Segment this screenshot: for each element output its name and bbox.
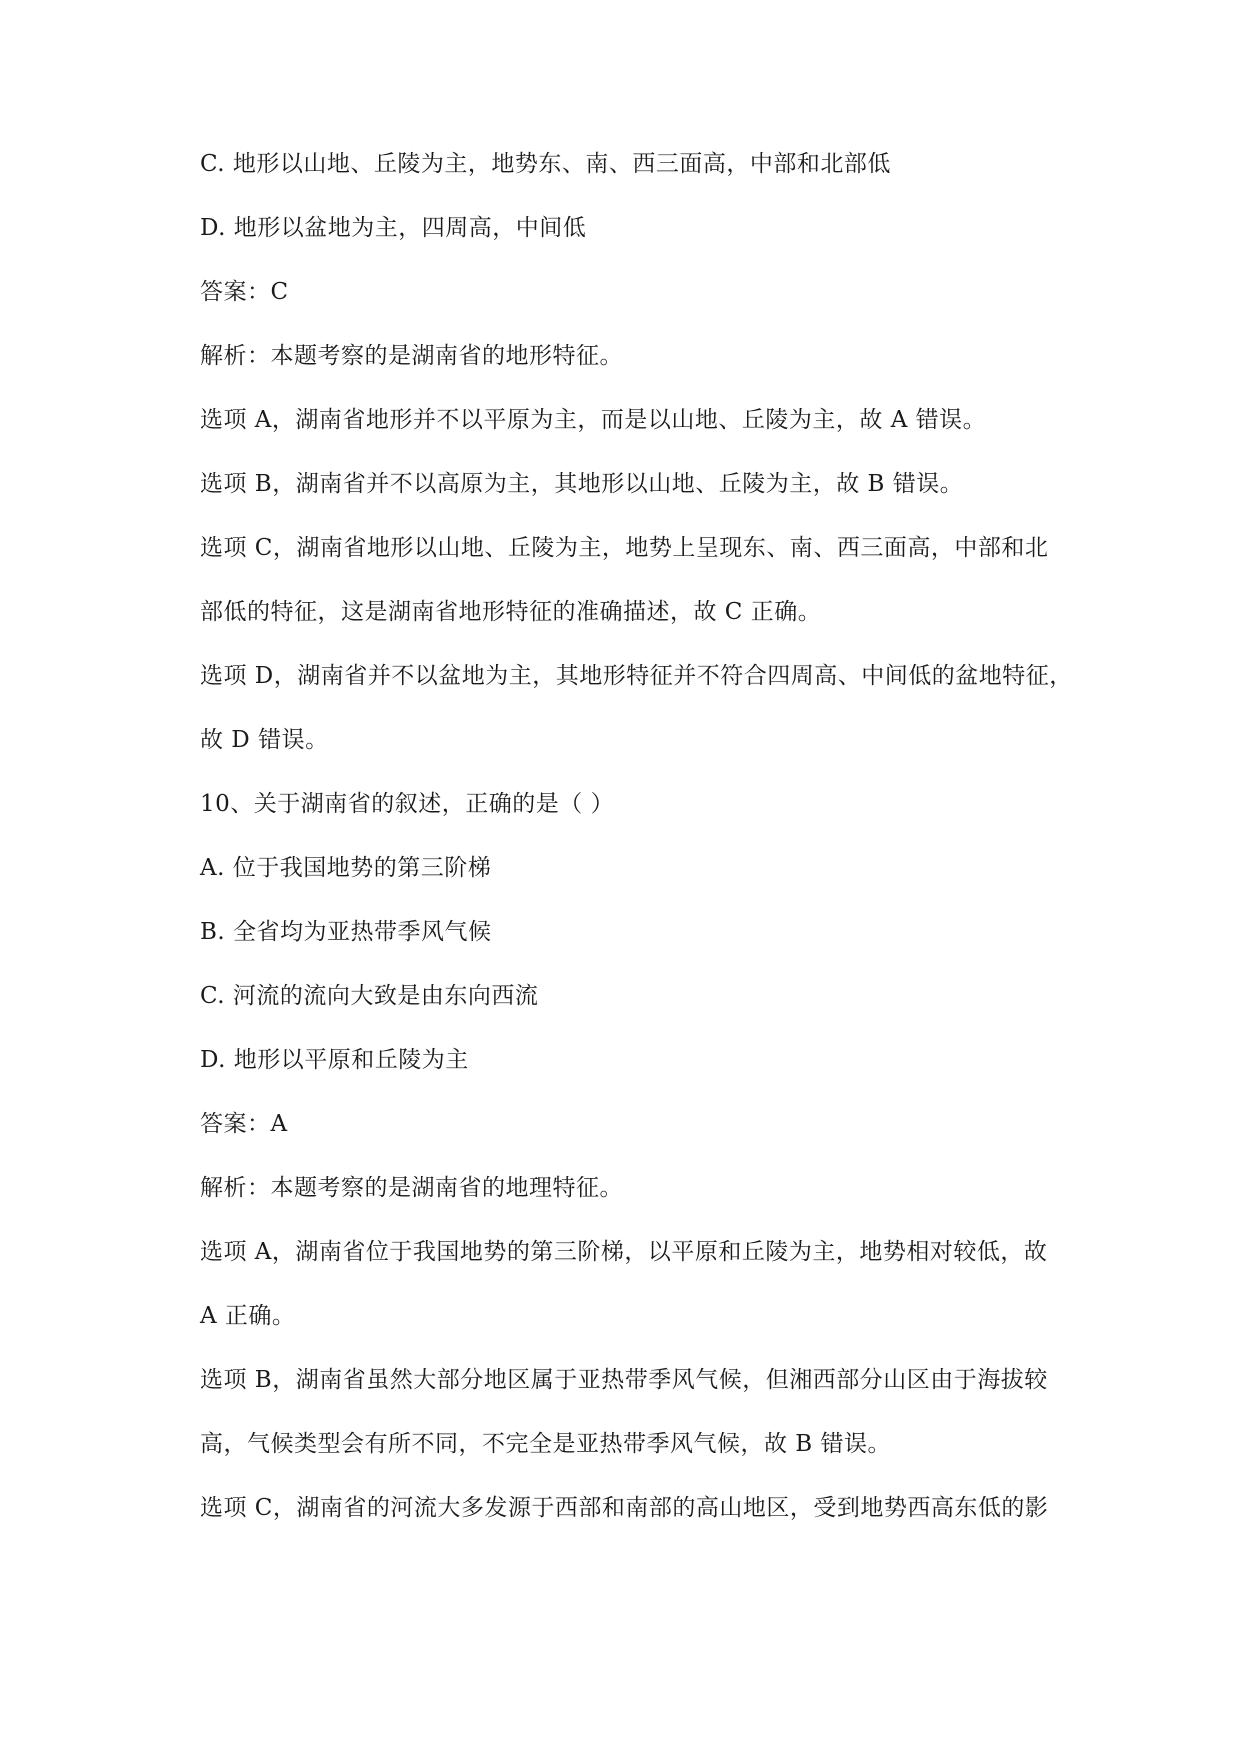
analysis-c-prev-line2: 部低的特征，这是湖南省地形特征的准确描述，故 C 正确。 bbox=[200, 599, 822, 625]
option-c-prev: C. 地形以山地、丘陵为主，地势东、南、西三面高，中部和北部低 bbox=[200, 151, 891, 177]
question-10: 10、关于湖南省的叙述，正确的是（ ） bbox=[200, 791, 615, 817]
q10-option-a: A. 位于我国地势的第三阶梯 bbox=[200, 855, 492, 881]
q10-answer: 答案：A bbox=[200, 1111, 288, 1137]
document-page bbox=[200, 148, 1100, 1524]
analysis-d-prev-line1: 选项 D，湖南省并不以盆地为主，其地形特征并不符合四周高、中间低的盆地特征， bbox=[200, 663, 1073, 689]
answer-prev: 答案：C bbox=[200, 279, 289, 305]
analysis-b-prev: 选项 B，湖南省并不以高原为主，其地形以山地、丘陵为主，故 B 错误。 bbox=[200, 471, 964, 497]
q10-option-d: D. 地形以平原和丘陵为主 bbox=[200, 1047, 469, 1073]
analysis-d-prev-line2: 故 D 错误。 bbox=[200, 727, 329, 753]
analysis-c-prev-line1: 选项 C，湖南省地形以山地、丘陵为主，地势上呈现东、南、西三面高，中部和北 bbox=[200, 535, 1049, 561]
option-d-prev: D. 地形以盆地为主，四周高，中间低 bbox=[200, 215, 587, 241]
q10-option-c: C. 河流的流向大致是由东向西流 bbox=[200, 983, 539, 1009]
q10-analysis-a-line2: A 正确。 bbox=[200, 1303, 296, 1329]
q10-option-b: B. 全省均为亚热带季风气候 bbox=[200, 919, 492, 945]
q10-analysis-b-line1: 选项 B，湖南省虽然大部分地区属于亚热带季风气候，但湘西部分山区由于海拔较 bbox=[200, 1367, 1048, 1393]
analysis-heading-prev: 解析：本题考察的是湖南省的地形特征。 bbox=[200, 343, 623, 369]
q10-analysis-c-line1: 选项 C，湖南省的河流大多发源于西部和南部的高山地区，受到地势西高东低的影 bbox=[200, 1495, 1049, 1521]
q10-analysis-heading: 解析：本题考察的是湖南省的地理特征。 bbox=[200, 1175, 623, 1201]
analysis-a-prev: 选项 A，湖南省地形并不以平原为主，而是以山地、丘陵为主，故 A 错误。 bbox=[200, 407, 987, 433]
q10-analysis-b-line2: 高，气候类型会有所不同，不完全是亚热带季风气候，故 B 错误。 bbox=[200, 1431, 892, 1457]
q10-analysis-a-line1: 选项 A，湖南省位于我国地势的第三阶梯，以平原和丘陵为主，地势相对较低，故 bbox=[200, 1239, 1048, 1265]
